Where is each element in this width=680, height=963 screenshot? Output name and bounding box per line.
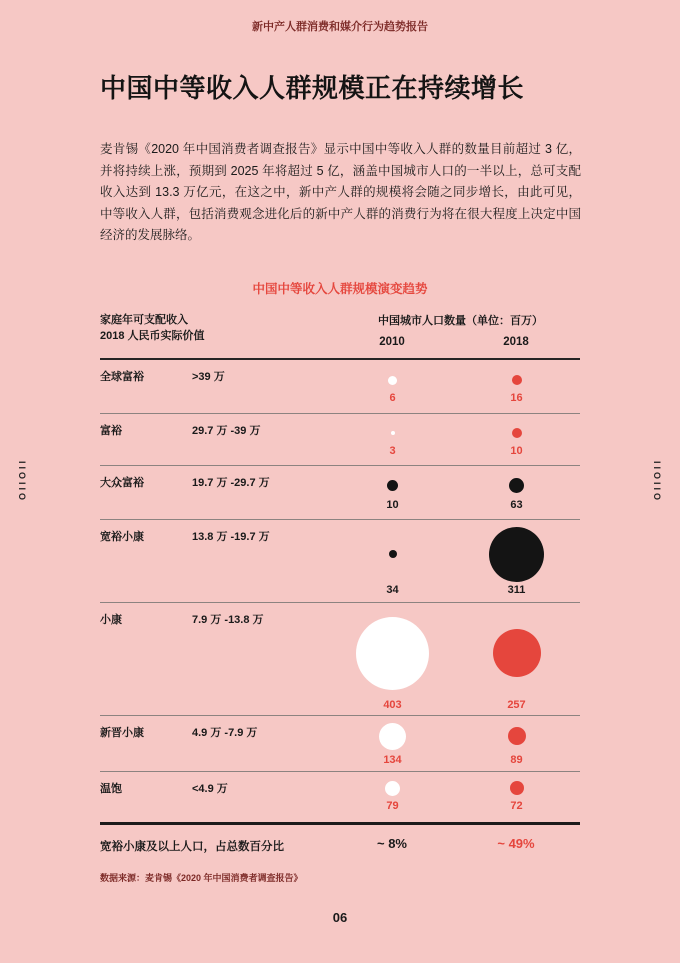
bubble-2018 — [512, 375, 522, 385]
bubble-value-2010: 79 — [386, 800, 399, 812]
bubble-2018 — [512, 428, 522, 438]
row-label: 大众富裕 — [100, 477, 144, 489]
table-row — [100, 715, 580, 771]
side-logo-left-icon — [15, 462, 29, 502]
summary-row — [100, 836, 580, 856]
bubble-value-2010: 34 — [386, 584, 399, 596]
table-row — [100, 602, 580, 715]
row-range: 13.8 万 -19.7 万 — [192, 531, 270, 543]
summary-value-2010: ~ 8% — [377, 836, 407, 851]
row-label: 小康 — [100, 614, 122, 626]
side-logo-right-icon — [650, 462, 664, 502]
bubble-value-2018: 311 — [507, 584, 526, 596]
chart-title: 中国中等收入人群规模演变趋势 — [252, 282, 428, 296]
row-range: 7.9 万 -13.8 万 — [192, 614, 264, 626]
bubble-2010 — [387, 480, 398, 491]
bubble-2010 — [389, 550, 397, 558]
row-label: 富裕 — [100, 425, 122, 437]
bubble-2018 — [489, 527, 544, 582]
summary-label: 宽裕小康及以上人口，占总数百分比 — [100, 841, 284, 853]
table-row — [100, 519, 580, 602]
table-row — [100, 771, 580, 822]
bubble-value-2018: 72 — [510, 800, 523, 812]
bubble-value-2010: 134 — [383, 754, 402, 766]
table-row — [100, 465, 580, 519]
column-header-2010: 2010 — [379, 336, 405, 348]
bubble-value-2010: 403 — [383, 699, 402, 711]
intro-paragraph: 麦肯锡《2020 年中国消费者调查报告》显示中国中等收入人群的数量目前超过 3 亿，并将持续上涨，预期到 2025 年将超过 5 亿，涵盖中国城市人口的一半以上，总可支配收入达到 13.3 万亿元，在这之中，新中产人群的规模将会随之同步增长，由此可见，中等收入人群，包括消费观念进化后的新中产人群的消费行为将在很大程度上决定中国经济的发展脉络。 — [100, 142, 581, 242]
bubble-2018 — [493, 629, 541, 677]
bubble-table — [100, 358, 580, 825]
row-label: 新晋小康 — [100, 727, 144, 739]
bubble-value-2018: 10 — [510, 445, 523, 457]
header-income-line1: 家庭年可支配收入 — [100, 314, 188, 326]
page-title: 中国中等收入人群规模正在持续增长 — [100, 73, 525, 103]
bubble-value-2010: 3 — [389, 445, 396, 457]
row-label: 全球富裕 — [100, 371, 144, 383]
bubble-value-2018: 16 — [510, 392, 523, 404]
bubble-value-2018: 89 — [510, 754, 523, 766]
side-logo-text: IIOIIO — [652, 460, 663, 504]
side-logo-text: IIOIIO — [17, 460, 28, 504]
data-source: 数据来源：麦肯锡《2020 年中国消费者调查报告》 — [100, 873, 303, 883]
row-range: 4.9 万 -7.9 万 — [192, 727, 258, 739]
row-range: 29.7 万 -39 万 — [192, 425, 261, 437]
bubble-2010 — [388, 376, 397, 385]
column-header-2018: 2018 — [503, 336, 529, 348]
bubble-2010 — [356, 617, 429, 690]
report-header: 新中产人群消费和媒介行为趋势报告 — [252, 21, 428, 33]
table-header-left — [100, 312, 205, 344]
row-range: 19.7 万 -29.7 万 — [192, 477, 270, 489]
row-label: 宽裕小康 — [100, 531, 144, 543]
bubble-value-2018: 63 — [510, 499, 523, 511]
bubble-2018 — [510, 781, 524, 795]
summary-value-2018: ~ 49% — [497, 836, 535, 851]
bubble-value-2010: 10 — [386, 499, 399, 511]
bubble-value-2010: 6 — [389, 392, 396, 404]
bubble-value-2018: 257 — [507, 699, 526, 711]
row-range: <4.9 万 — [192, 783, 228, 795]
bubble-2010 — [379, 723, 406, 750]
table-row — [100, 360, 580, 413]
header-income-line2: 2018 人民币实际价值 — [100, 330, 205, 342]
bubble-2010 — [385, 781, 400, 796]
row-range: >39 万 — [192, 371, 225, 383]
bubble-2018 — [509, 478, 524, 493]
table-header-right: 中国城市人口数量（单位：百万） — [378, 315, 543, 327]
row-label: 温饱 — [100, 783, 122, 795]
bubble-2010 — [391, 431, 395, 435]
bubble-2018 — [508, 727, 526, 745]
page-number: 06 — [332, 910, 348, 925]
table-row — [100, 413, 580, 465]
